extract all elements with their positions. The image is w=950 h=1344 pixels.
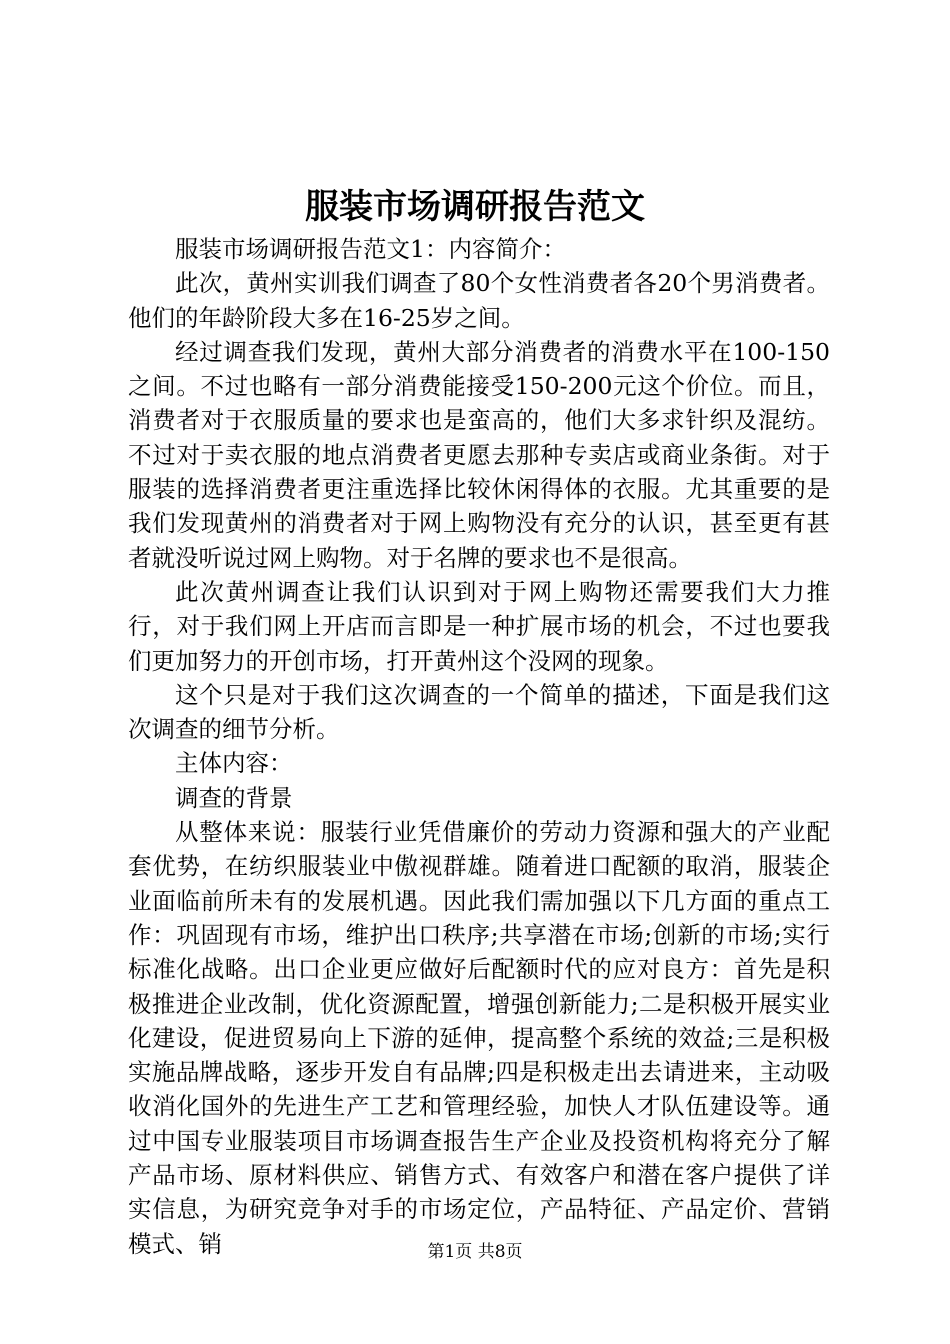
document-title: 服装市场调研报告范文 (305, 187, 645, 227)
section-heading: 主体内容： (175, 749, 293, 778)
paragraph: 从整体来说：服装行业凭借廉价的劳动力资源和强大的产业配套优势，在纺织服装业中傲视群雄。随着进口配额的取消，服装企业面临前所未有的发展机遇。因此我们需加强以下几方面的重点工作：巩固现有市场，维护出口秩序;共享潜在市场;创新的市场;实行标准化战略。出口企业更应做好后配额时代的应对良方：首先是积极推进企业改制，优化资源配置，增强创新能力;二是积极开展实业化建设，促进贸易向上下游的延伸，提高整个系统的效益;三是积极实施品牌战略，逐步开发自有品牌;四是积极走出去请进来，主动吸收消化国外的先进生产工艺和管理经验，加快人才队伍建设等。通过中国专业服装项目市场调查报告生产企业及投资机构将充分了解产品市场、原材料供应、销售方式、有效客户和潜在客户提供了详实信息，为研究竞争对手的市场定位，产品特征、产品定价、营销模式、销 (128, 818, 830, 1258)
section-heading: 调查的背景 (175, 783, 293, 812)
paragraph: 这个只是对于我们这次调查的一个简单的描述，下面是我们这次调查的细节分析。 (128, 680, 830, 744)
paragraph: 此次黄州调查让我们认识到对于网上购物还需要我们大力推行，对于我们网上开店而言即是一种扩展市场的机会，不过也要我们更加努力的开创市场，打开黄州这个没网的现象。 (128, 577, 830, 675)
page-number-footer: 第1页 共8页 (427, 1242, 523, 1262)
document-body (128, 232, 830, 1261)
paragraph: 经过调查我们发现，黄州大部分消费者的消费水平在100-150之间。不过也略有一部分消费能接受150-200元这个价位。而且，消费者对于衣服质量的要求也是蛮高的，他们大多求针织及混纺。不过对于卖衣服的地点消费者更愿去那种专卖店或商业条街。对于服装的选择消费者更注重选择比较休闲得体的衣服。尤其重要的是我们发现黄州的消费者对于网上购物没有充分的认识，甚至更有甚者就没听说过网上购物。对于名牌的要求也不是很高。 (128, 337, 830, 572)
paragraph: 服装市场调研报告范文1：内容简介： (175, 235, 566, 263)
paragraph: 此次，黄州实训我们调查了80个女性消费者各20个男消费者。他们的年龄阶段大多在16-25岁之间。 (128, 269, 830, 332)
